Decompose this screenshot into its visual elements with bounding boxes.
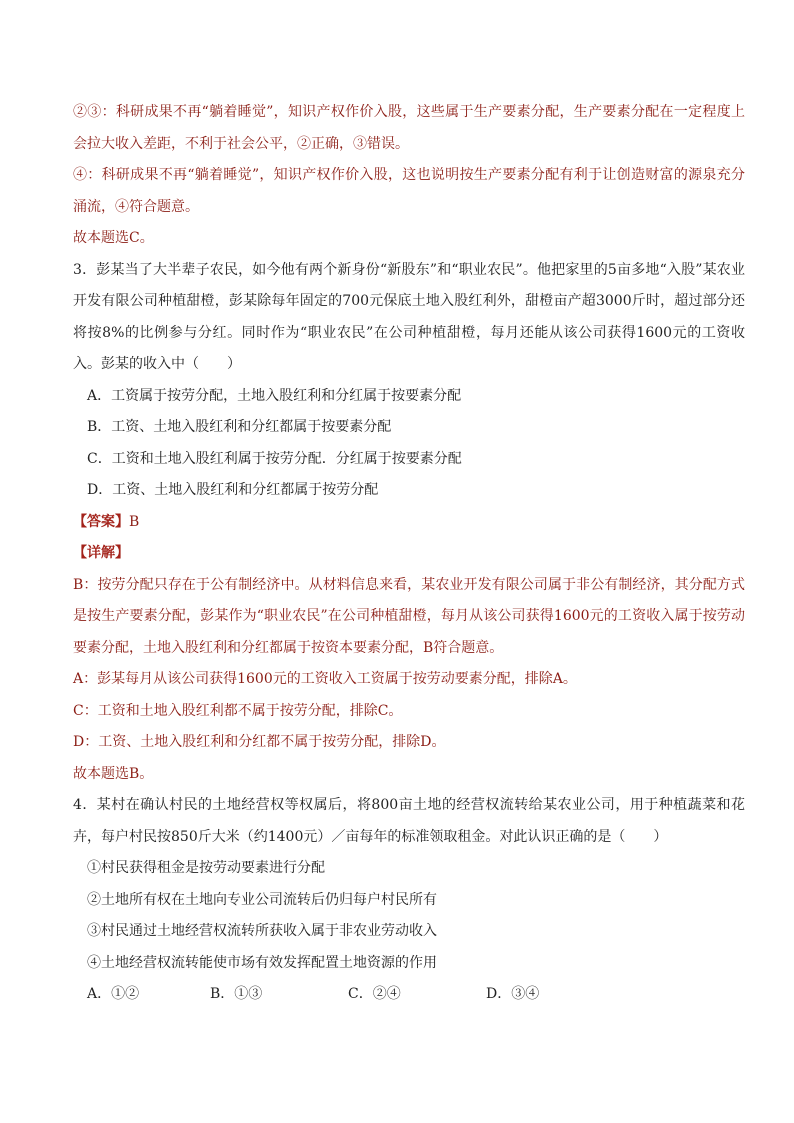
question-3-detail-c: C：工资和土地入股红利都不属于按劳分配，排除C。: [73, 702, 403, 719]
question-3-answer: [73, 507, 745, 539]
question-3-detail-b: B：按劳分配只存在于公有制经济中。从材料信息来看，某农业开发有限公司属于非公有制经济，其分配方式是按生产要素分配，彭某作为“职业农民”在公司种植甜橙，每月从该公司获得1600元的工资收入属于按劳动要素分配，土地入股红利和分红都属于按资本要素分配，B符合题意。: [73, 576, 745, 656]
question-4-statement-2: ②土地所有权在土地向专业公司流转后仍归每户村民所有: [87, 891, 437, 908]
explanation-paragraph-2: ④：科研成果不再“躺着睡觉”，知识产权作价入股，这也说明按生产要素分配有利于让创造财富的源泉充分涌流，④符合题意。: [73, 167, 745, 215]
answer-label: 【答案】: [73, 513, 129, 530]
question-4-options: [73, 979, 745, 1011]
question-3-stem: 3．彭某当了大半辈子农民，如今他有两个新身份“新股东”和“职业农民”。他把家里的5亩多地“入股”某农业开发有限公司种植甜橙，彭某除每年固定的700元保底土地入股红利外，甜橙亩产超3000斤时，超过部分还将按8%的比例参与分红。同时作为“职业农民”在公司种植甜橙，每月还能从该公司获得1600元的工资收入。彭某的收入中（ ）: [73, 261, 745, 372]
explanation-paragraph-1: ②③：科研成果不再“躺着睡觉”，知识产权作价入股，这些属于生产要素分配，生产要素分配在一定程度上会拉大收入差距，不利于社会公平，②正确，③错误。: [73, 104, 745, 152]
question-4-stem: 4．某村在确认村民的土地经营权等权属后，将800亩土地的经营权流转给某农业公司，用于种植蔬菜和花卉，每户村民按850斤大米（约1400元）／亩每年的标准领取租金。对此认识正确的是（ ）: [73, 797, 745, 845]
question-3-detail-d: D：工资、土地入股红利和分红都不属于按劳分配，排除D。: [73, 734, 446, 750]
question-4-option-a: A．①②: [87, 986, 140, 1002]
question-4-option-d: D．③④: [486, 986, 540, 1002]
question-3-option-c: C．工资和土地入股红利属于按劳分配．分红属于按要素分配: [87, 450, 462, 467]
question-4-option-c: C．②④: [348, 986, 401, 1002]
document-content: [73, 97, 745, 1011]
question-3-option-b: B．工资、土地入股红利和分红都属于按要素分配: [87, 419, 392, 435]
question-4-statement-4: ④土地经营权流转能使市场有效发挥配置土地资源的作用: [87, 954, 437, 971]
question-3-option-d: D．工资、土地入股红利和分红都属于按劳分配: [87, 482, 379, 498]
question-4-option-b: B．①③: [210, 986, 263, 1002]
question-4-statement-1: ①村民获得租金是按劳动要素进行分配: [87, 860, 325, 876]
question-3-detail-heading: [73, 538, 745, 570]
detail-label: 【详解】: [73, 545, 129, 561]
question-3-option-a: A．工资属于按劳分配，土地入股红利和分红属于按要素分配: [87, 387, 462, 404]
question-4-statement-3: ③村民通过土地经营权流转所获收入属于非农业劳动收入: [87, 923, 437, 939]
answer-value: B: [129, 513, 140, 530]
explanation-conclusion: 故本题选C。: [73, 230, 154, 246]
question-3-detail-a: A：彭某每月从该公司获得1600元的工资收入工资属于按劳动要素分配，排除A。: [73, 671, 577, 687]
question-3-conclusion: 故本题选B。: [73, 765, 154, 782]
